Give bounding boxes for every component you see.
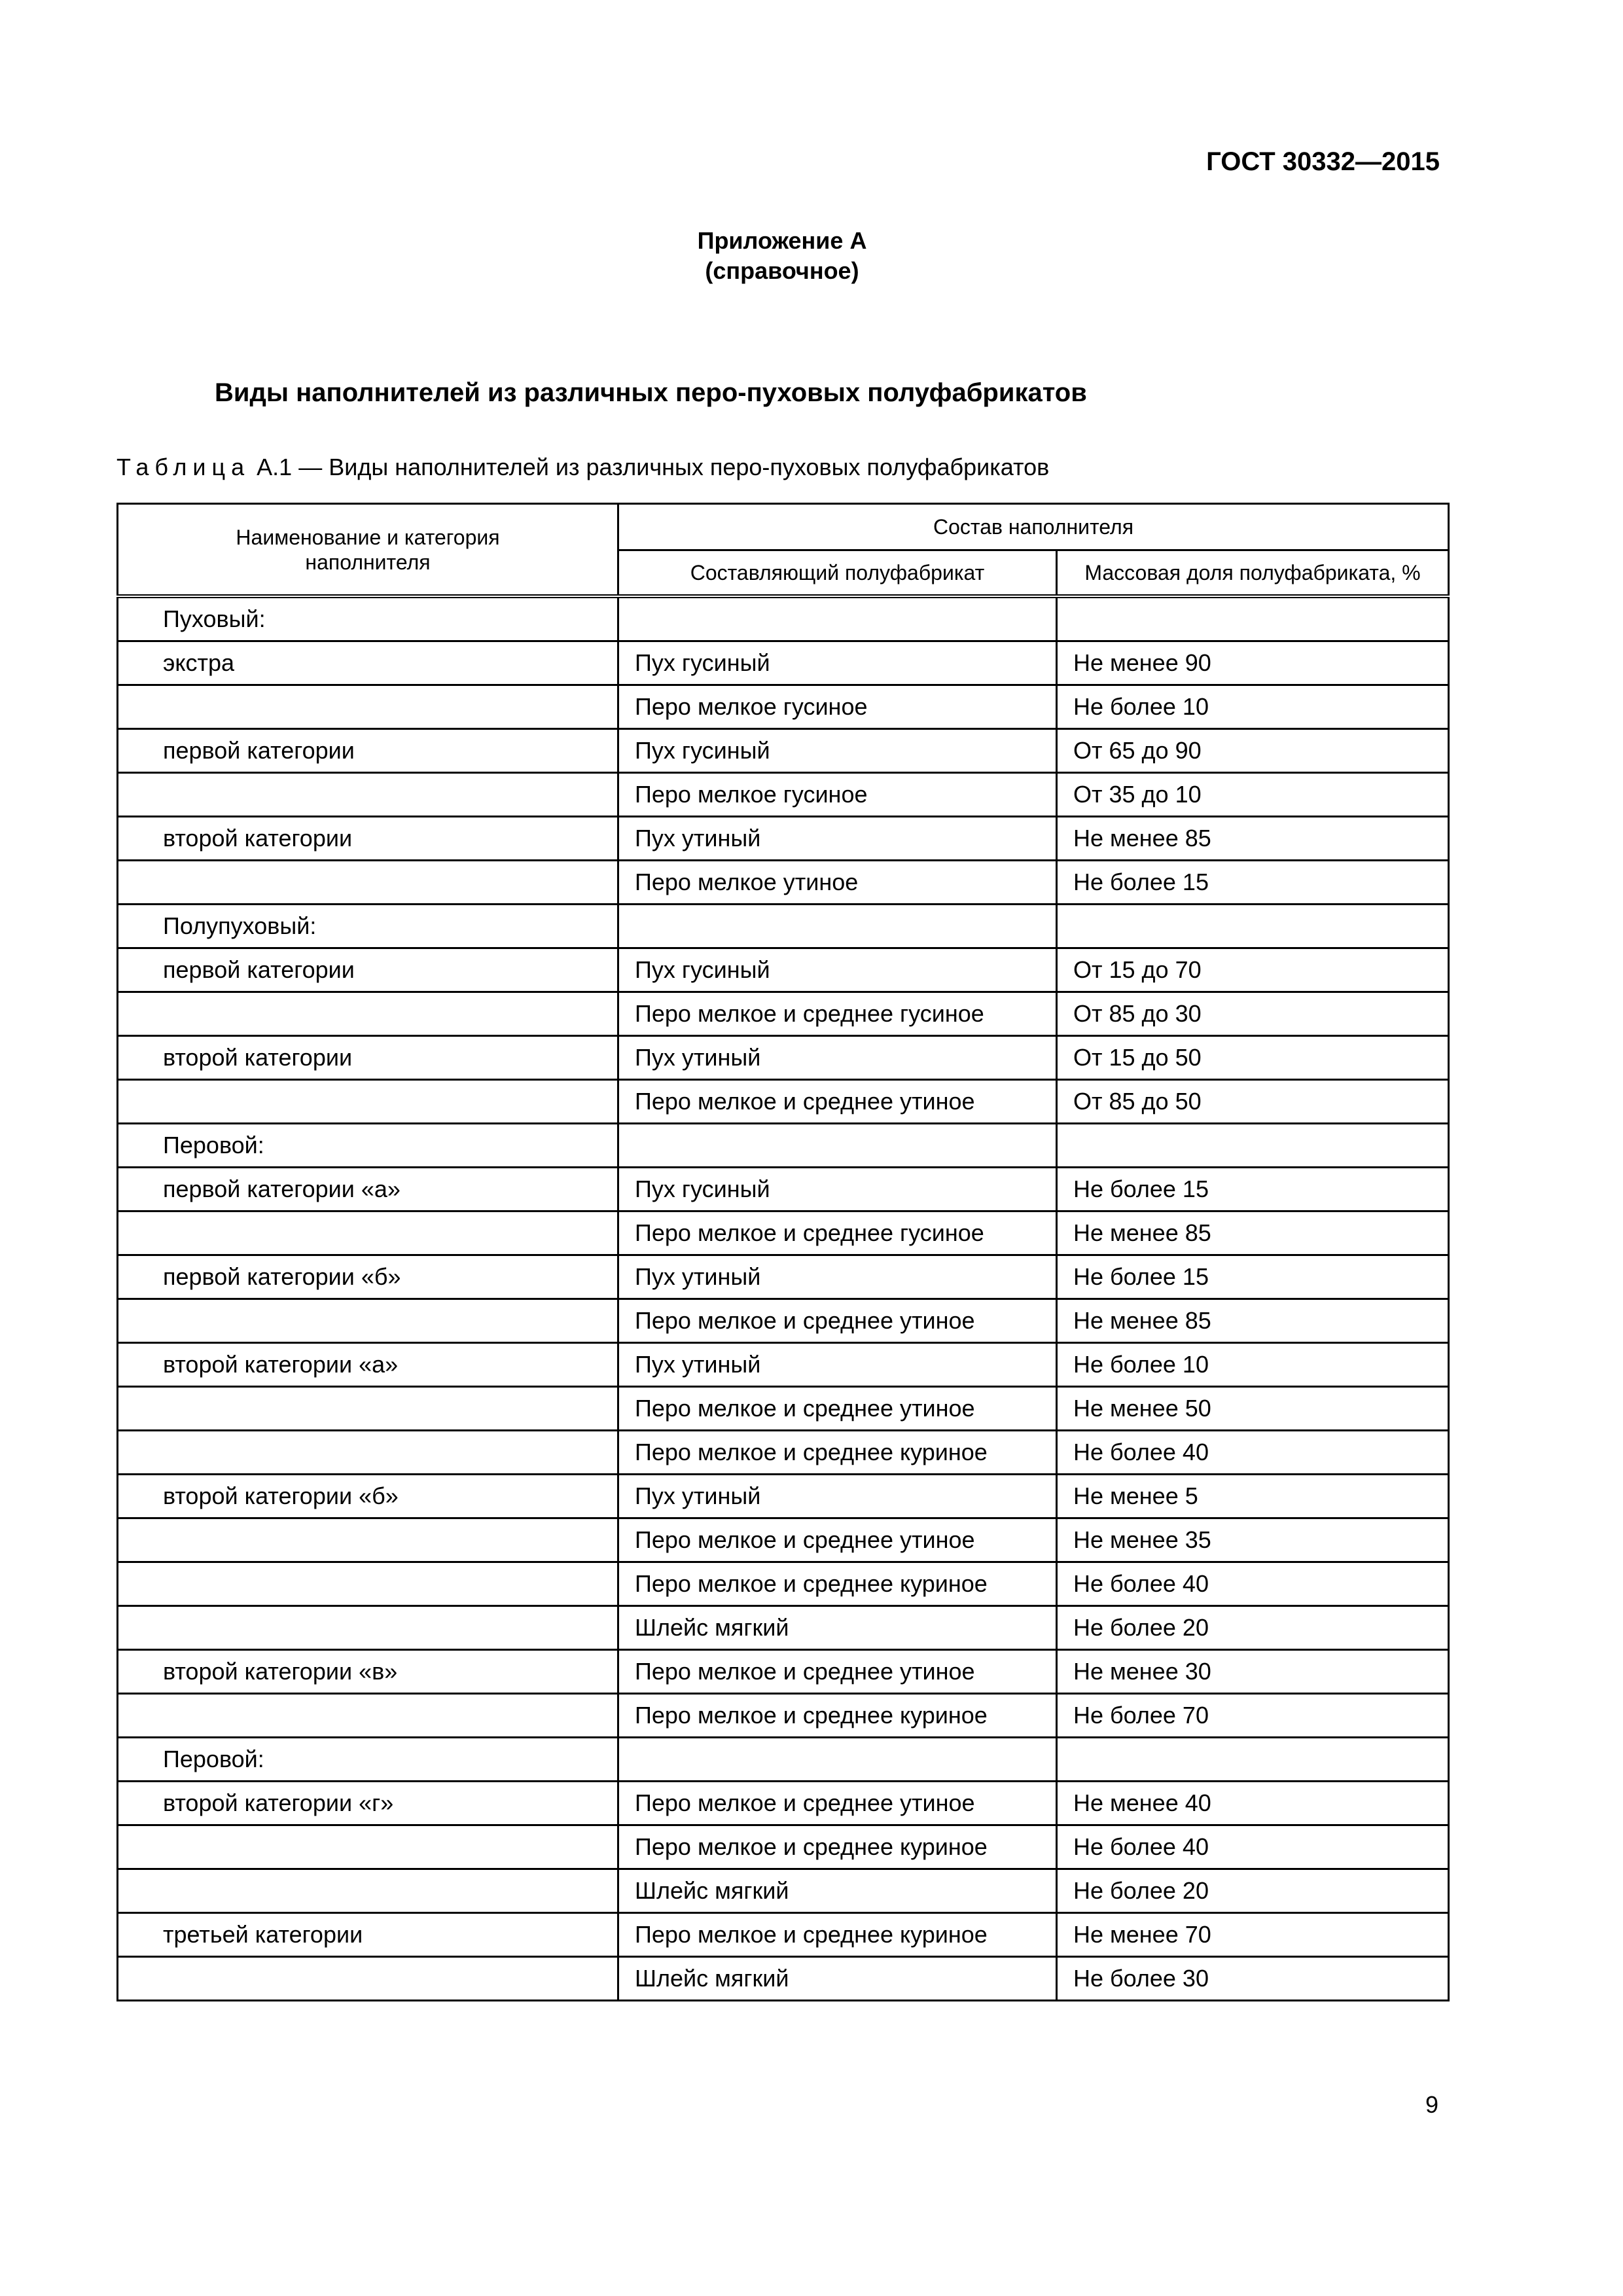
table-row xyxy=(118,773,1449,817)
filler-name-cell: второй категории xyxy=(118,1036,618,1080)
mass-fraction-cell xyxy=(1057,1738,1449,1782)
page-number: 9 xyxy=(1425,2091,1438,2118)
filler-name-cell: экстра xyxy=(118,641,618,685)
filler-name-cell xyxy=(118,1299,618,1343)
filler-name-cell: второй категории xyxy=(118,817,618,861)
component-cell xyxy=(618,1124,1057,1168)
table-row xyxy=(118,1168,1449,1211)
component-cell: Перо мелкое гусиное xyxy=(618,685,1057,729)
component-cell: Перо мелкое и среднее утиное xyxy=(618,1299,1057,1343)
mass-fraction-cell: Не менее 70 xyxy=(1057,1913,1449,1957)
table-row xyxy=(118,1124,1449,1168)
appendix-heading xyxy=(0,226,1564,286)
component-cell: Перо мелкое утиное xyxy=(618,861,1057,905)
filler-name-cell: второй категории «в» xyxy=(118,1650,618,1694)
table-row xyxy=(118,1299,1449,1343)
filler-name-cell xyxy=(118,1606,618,1650)
component-cell: Пух гусиный xyxy=(618,1168,1057,1211)
header-name-category xyxy=(118,504,618,597)
table-row xyxy=(118,1869,1449,1913)
mass-fraction-cell: Не менее 85 xyxy=(1057,1211,1449,1255)
table-row xyxy=(118,641,1449,685)
table-row xyxy=(118,1080,1449,1124)
mass-fraction-cell: Не менее 85 xyxy=(1057,1299,1449,1343)
table-row xyxy=(118,1387,1449,1431)
filler-name-cell xyxy=(118,1957,618,2001)
table-caption-label: Таблица xyxy=(116,454,251,480)
mass-fraction-cell xyxy=(1057,905,1449,948)
component-cell: Шлейс мягкий xyxy=(618,1606,1057,1650)
table-row xyxy=(118,817,1449,861)
filler-name-cell xyxy=(118,1387,618,1431)
mass-fraction-cell: От 15 до 70 xyxy=(1057,948,1449,992)
table-row xyxy=(118,1738,1449,1782)
component-cell: Перо мелкое и среднее куриное xyxy=(618,1562,1057,1606)
table-caption xyxy=(116,454,1049,481)
mass-fraction-cell: От 35 до 10 xyxy=(1057,773,1449,817)
filler-name-cell: Пуховый: xyxy=(118,596,618,641)
component-cell: Перо мелкое и среднее утиное xyxy=(618,1080,1057,1124)
fillers-table xyxy=(116,503,1450,2001)
filler-name-cell xyxy=(118,992,618,1036)
component-cell: Перо мелкое и среднее гусиное xyxy=(618,1211,1057,1255)
filler-name-cell xyxy=(118,861,618,905)
filler-name-cell: второй категории «а» xyxy=(118,1343,618,1387)
mass-fraction-cell: Не более 15 xyxy=(1057,1168,1449,1211)
mass-fraction-cell: От 15 до 50 xyxy=(1057,1036,1449,1080)
filler-name-cell: второй категории «г» xyxy=(118,1782,618,1825)
component-cell: Перо мелкое и среднее гусиное xyxy=(618,992,1057,1036)
document-code: ГОСТ 30332—2015 xyxy=(1206,147,1440,176)
component-cell xyxy=(618,596,1057,641)
filler-name-cell: первой категории «б» xyxy=(118,1255,618,1299)
filler-name-cell: третьей категории xyxy=(118,1913,618,1957)
component-cell: Перо мелкое и среднее куриное xyxy=(618,1825,1057,1869)
section-title: Виды наполнителей из различных перо-пуховых полуфабрикатов xyxy=(215,378,1087,407)
mass-fraction-cell: Не менее 90 xyxy=(1057,641,1449,685)
mass-fraction-cell: Не менее 35 xyxy=(1057,1518,1449,1562)
component-cell: Перо мелкое и среднее утиное xyxy=(618,1387,1057,1431)
component-cell: Перо мелкое и среднее утиное xyxy=(618,1782,1057,1825)
mass-fraction-cell: Не более 40 xyxy=(1057,1562,1449,1606)
header-name-category-line2: наполнителя xyxy=(305,550,431,574)
table-row xyxy=(118,1957,1449,2001)
table-row xyxy=(118,1694,1449,1738)
component-cell: Пух утиный xyxy=(618,1036,1057,1080)
filler-name-cell xyxy=(118,1562,618,1606)
filler-name-cell xyxy=(118,773,618,817)
filler-name-cell: первой категории xyxy=(118,729,618,773)
table-row xyxy=(118,1913,1449,1957)
filler-name-cell xyxy=(118,1080,618,1124)
filler-name-cell: Перовой: xyxy=(118,1124,618,1168)
filler-name-cell xyxy=(118,1869,618,1913)
filler-name-cell: второй категории «б» xyxy=(118,1475,618,1518)
table-row xyxy=(118,1036,1449,1080)
mass-fraction-cell: Не менее 5 xyxy=(1057,1475,1449,1518)
appendix-subtitle: (справочное) xyxy=(705,257,859,284)
table-row xyxy=(118,729,1449,773)
component-cell: Перо мелкое гусиное xyxy=(618,773,1057,817)
mass-fraction-cell: От 85 до 30 xyxy=(1057,992,1449,1036)
mass-fraction-cell: Не более 15 xyxy=(1057,1255,1449,1299)
table-row xyxy=(118,1650,1449,1694)
mass-fraction-cell: Не более 15 xyxy=(1057,861,1449,905)
mass-fraction-cell: Не более 40 xyxy=(1057,1431,1449,1475)
component-cell: Перо мелкое и среднее утиное xyxy=(618,1650,1057,1694)
table-row xyxy=(118,1343,1449,1387)
component-cell xyxy=(618,905,1057,948)
filler-name-cell xyxy=(118,1518,618,1562)
filler-name-cell xyxy=(118,1825,618,1869)
table-row xyxy=(118,1518,1449,1562)
table-row xyxy=(118,1255,1449,1299)
component-cell: Перо мелкое и среднее куриное xyxy=(618,1913,1057,1957)
table-caption-text: А.1 — Виды наполнителей из различных перо-пуховых полуфабрикатов xyxy=(250,454,1050,480)
component-cell: Шлейс мягкий xyxy=(618,1957,1057,2001)
table-row xyxy=(118,1825,1449,1869)
component-cell: Перо мелкое и среднее куриное xyxy=(618,1694,1057,1738)
table-row xyxy=(118,905,1449,948)
mass-fraction-cell: Не менее 85 xyxy=(1057,817,1449,861)
component-cell: Пух гусиный xyxy=(618,948,1057,992)
table-row xyxy=(118,1211,1449,1255)
component-cell: Перо мелкое и среднее утиное xyxy=(618,1518,1057,1562)
table-row xyxy=(118,861,1449,905)
table-row xyxy=(118,1562,1449,1606)
component-cell: Пух утиный xyxy=(618,1255,1057,1299)
filler-name-cell xyxy=(118,1694,618,1738)
header-mass-fraction: Массовая доля полуфабриката, % xyxy=(1057,550,1449,597)
mass-fraction-cell xyxy=(1057,596,1449,641)
table-row xyxy=(118,992,1449,1036)
component-cell: Шлейс мягкий xyxy=(618,1869,1057,1913)
table-header-row xyxy=(118,504,1449,550)
mass-fraction-cell: Не менее 30 xyxy=(1057,1650,1449,1694)
header-component: Составляющий полуфабрикат xyxy=(618,550,1057,597)
table-row xyxy=(118,948,1449,992)
mass-fraction-cell: Не более 30 xyxy=(1057,1957,1449,2001)
filler-name-cell xyxy=(118,685,618,729)
mass-fraction-cell: Не более 10 xyxy=(1057,1343,1449,1387)
table-row xyxy=(118,596,1449,641)
component-cell xyxy=(618,1738,1057,1782)
mass-fraction-cell xyxy=(1057,1124,1449,1168)
mass-fraction-cell: Не более 10 xyxy=(1057,685,1449,729)
table-row xyxy=(118,1431,1449,1475)
component-cell: Пух утиный xyxy=(618,1475,1057,1518)
component-cell: Пух гусиный xyxy=(618,729,1057,773)
mass-fraction-cell: Не более 20 xyxy=(1057,1869,1449,1913)
filler-name-cell: первой категории «а» xyxy=(118,1168,618,1211)
mass-fraction-cell: От 65 до 90 xyxy=(1057,729,1449,773)
filler-name-cell: Перовой: xyxy=(118,1738,618,1782)
mass-fraction-cell: Не более 70 xyxy=(1057,1694,1449,1738)
filler-name-cell xyxy=(118,1211,618,1255)
appendix-title: Приложение А xyxy=(697,227,867,254)
header-name-category-line1: Наименование и категория xyxy=(236,525,500,549)
filler-name-cell: первой категории xyxy=(118,948,618,992)
component-cell: Пух гусиный xyxy=(618,641,1057,685)
table-row xyxy=(118,1782,1449,1825)
component-cell: Пух утиный xyxy=(618,1343,1057,1387)
filler-name-cell: Полупуховый: xyxy=(118,905,618,948)
filler-name-cell xyxy=(118,1431,618,1475)
mass-fraction-cell: Не менее 50 xyxy=(1057,1387,1449,1431)
mass-fraction-cell: Не более 20 xyxy=(1057,1606,1449,1650)
table-row xyxy=(118,1475,1449,1518)
mass-fraction-cell: Не более 40 xyxy=(1057,1825,1449,1869)
mass-fraction-cell: От 85 до 50 xyxy=(1057,1080,1449,1124)
header-composition: Состав наполнителя xyxy=(618,504,1449,550)
table-body xyxy=(118,596,1449,2001)
mass-fraction-cell: Не менее 40 xyxy=(1057,1782,1449,1825)
table-row xyxy=(118,1606,1449,1650)
table-row xyxy=(118,685,1449,729)
component-cell: Перо мелкое и среднее куриное xyxy=(618,1431,1057,1475)
component-cell: Пух утиный xyxy=(618,817,1057,861)
